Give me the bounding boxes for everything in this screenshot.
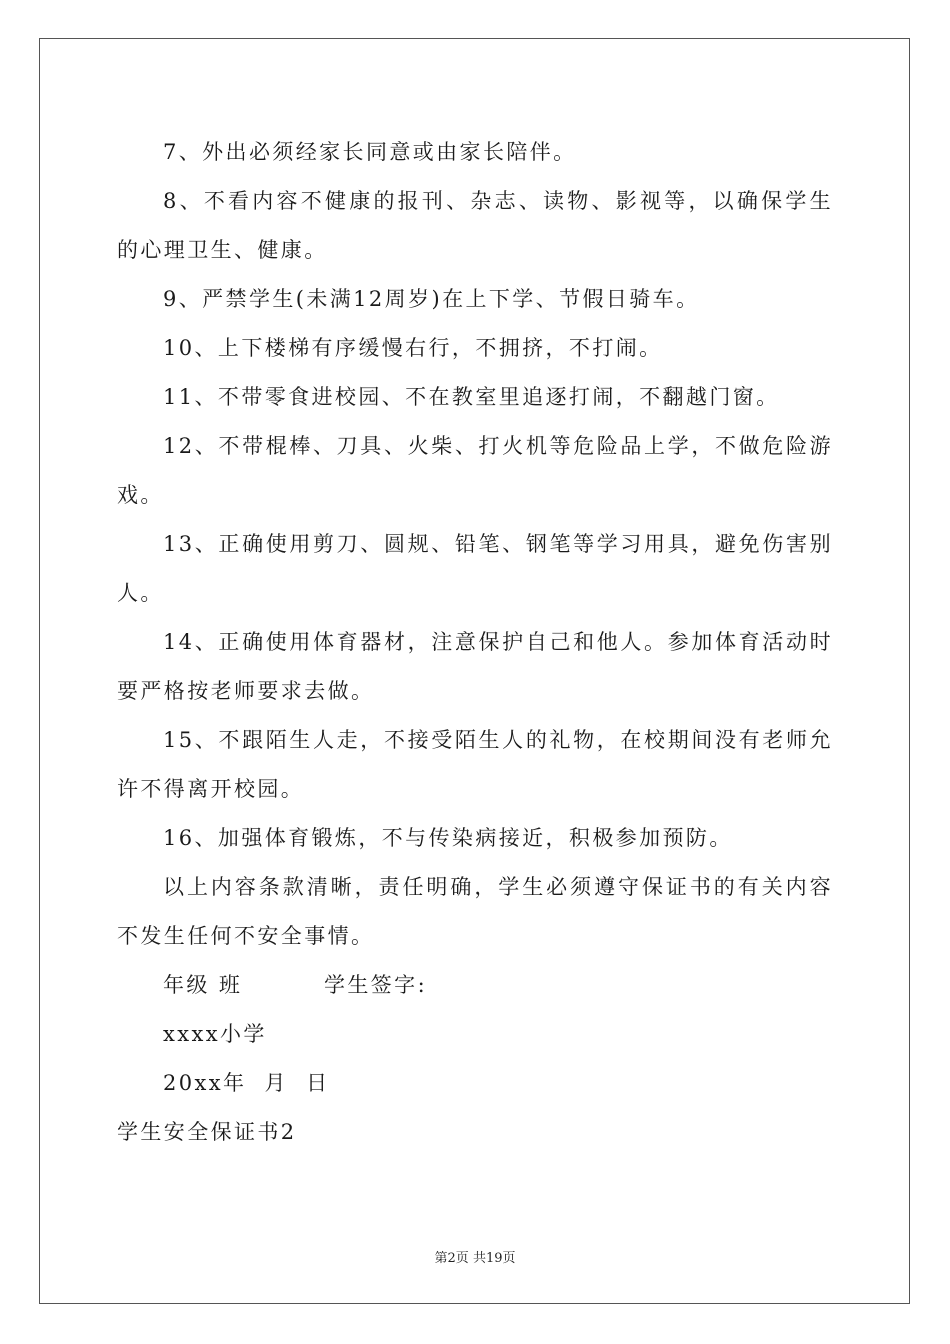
clause-14: 14、正确使用体育器材，注意保护自己和他人。参加体育活动时要严格按老师要求去做。 bbox=[117, 630, 833, 703]
clause-13: 13、正确使用剪刀、圆规、铅笔、钢笔等学习用具，避免伤害别人。 bbox=[117, 532, 833, 605]
page-number: 第2页 bbox=[434, 1251, 469, 1266]
clause-16: 16、加强体育锻炼，不与传染病接近，积极参加预防。 bbox=[163, 826, 733, 850]
total-pages: 共19页 bbox=[472, 1251, 516, 1266]
clause-15: 15、不跟陌生人走，不接受陌生人的礼物，在校期间没有老师允许不得离开校园。 bbox=[117, 728, 833, 801]
clause-7: 7、外出必须经家长同意或由家长陪伴。 bbox=[163, 140, 577, 164]
grade-signature-line bbox=[117, 961, 833, 1010]
clause-9: 9、严禁学生(未满12周岁)在上下学、节假日骑车。 bbox=[163, 287, 700, 311]
document-body bbox=[117, 128, 833, 1157]
page-footer bbox=[0, 1247, 950, 1266]
clause-11: 11、不带零食进校园、不在教室里追逐打闹，不翻越门窗。 bbox=[163, 385, 780, 409]
clause-10: 10、上下楼梯有序缓慢右行，不拥挤，不打闹。 bbox=[163, 336, 663, 360]
clause-8: 8、不看内容不健康的报刊、杂志、读物、影视等，以确保学生的心理卫生、健康。 bbox=[117, 189, 833, 262]
signature-date: 20xx年 月 日 bbox=[163, 1071, 330, 1095]
school-name: xxxx小学 bbox=[163, 1022, 267, 1046]
next-section-title: 学生安全保证书2 bbox=[117, 1120, 297, 1144]
closing-statement: 以上内容条款清晰，责任明确，学生必须遵守保证书的有关内容不发生任何不安全事情。 bbox=[117, 875, 833, 948]
grade-class-label: 年级 班 bbox=[163, 973, 243, 997]
student-signature-label: 学生签字: bbox=[323, 973, 428, 997]
clause-12: 12、不带棍棒、刀具、火柴、打火机等危险品上学，不做危险游戏。 bbox=[117, 434, 833, 507]
